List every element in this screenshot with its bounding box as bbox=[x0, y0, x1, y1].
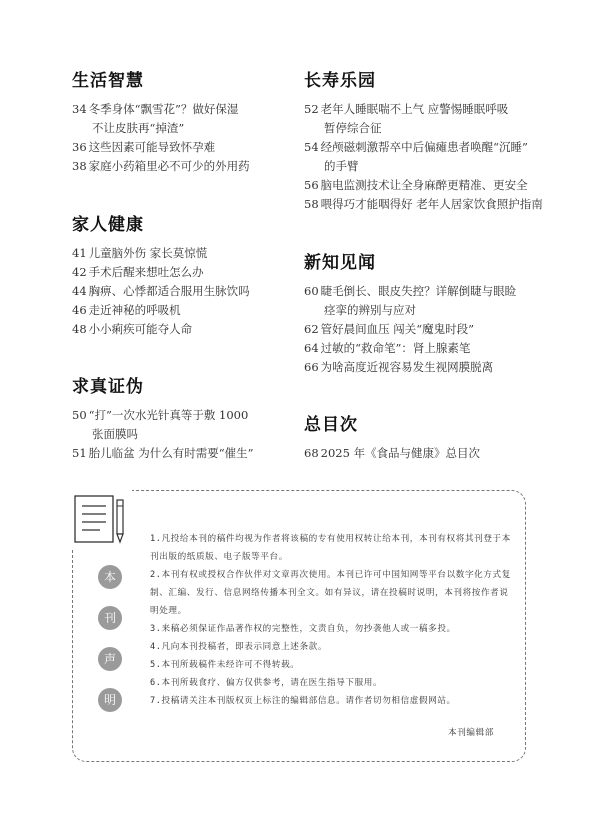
article-title: 老年人睡眠喘不上气 应警惕睡眠呼吸 bbox=[320, 102, 509, 116]
section-title: 生活智慧 bbox=[72, 71, 144, 91]
page-number: 36 bbox=[72, 140, 87, 154]
section-life-wisdom bbox=[72, 70, 297, 176]
notice-badges bbox=[98, 565, 132, 729]
page-number: 44 bbox=[72, 284, 87, 298]
toc-item[interactable] bbox=[304, 100, 550, 138]
article-title: 冬季身体“飘雪花”？做好保湿 bbox=[88, 102, 239, 116]
page-number: 62 bbox=[304, 322, 319, 336]
toc-item[interactable] bbox=[72, 320, 297, 339]
article-title: 儿童脑外伤 家长莫惊慌 bbox=[88, 246, 208, 260]
section-title: 长寿乐园 bbox=[304, 71, 376, 91]
page-number: 54 bbox=[304, 140, 319, 154]
toc-item[interactable] bbox=[72, 282, 297, 301]
toc-item[interactable] bbox=[304, 358, 550, 377]
toc-item[interactable] bbox=[72, 444, 297, 463]
toc-item[interactable] bbox=[304, 195, 550, 214]
article-title: 2025 年《食品与健康》总目次 bbox=[320, 446, 481, 460]
page-number: 46 bbox=[72, 303, 87, 317]
article-title-cont: 不让皮肤再“掉渣” bbox=[92, 121, 185, 135]
notice-item: 5.本刊所载稿件未经许可不得转载。 bbox=[150, 660, 300, 670]
page-number: 68 bbox=[304, 446, 319, 460]
article-title: 喂得巧才能咽得好 老年人居家饮食照护指南 bbox=[320, 197, 543, 211]
notice-item: 4.凡向本刊投稿者，即表示同意上述条款。 bbox=[150, 642, 328, 652]
section-title: 家人健康 bbox=[72, 215, 144, 235]
article-title: 手术后醒来想吐怎么办 bbox=[88, 265, 204, 279]
article-title: 过敏的“救命笔”：肾上腺素笔 bbox=[320, 341, 471, 355]
article-title: 走近神秘的呼吸机 bbox=[88, 303, 181, 317]
notice-item: 2.本刊有权或授权合作伙伴对文章再次使用。本刊已许可中国知网等平台以数字化方式复制、汇编、发行、信息网络传播本刊全文。如有异议，请在投稿时说明，本刊将按作者说明处理。 bbox=[150, 570, 511, 616]
page-number: 64 bbox=[304, 341, 319, 355]
page-number: 51 bbox=[72, 446, 87, 460]
toc-item[interactable] bbox=[304, 339, 550, 358]
notice-badge: 本 bbox=[98, 565, 122, 589]
page-number: 66 bbox=[304, 360, 319, 374]
page-number: 41 bbox=[72, 246, 87, 260]
notice-badge: 声 bbox=[98, 647, 122, 671]
toc-item[interactable] bbox=[72, 244, 297, 263]
notice-item: 6.本刊所载食疗、偏方仅供参考，请在医生指导下服用。 bbox=[150, 678, 383, 688]
page-number: 42 bbox=[72, 265, 87, 279]
document-pen-icon bbox=[72, 490, 132, 550]
section-title: 新知见闻 bbox=[304, 253, 376, 273]
article-title: 经颅磁刺激帮卒中后偏瘫患者唤醒“沉睡” bbox=[320, 140, 528, 154]
toc-item[interactable] bbox=[72, 406, 297, 444]
notice-item: 3.来稿必须保证作品著作权的完整性，文责自负，勿抄袭他人或一稿多投。 bbox=[150, 624, 456, 634]
article-title-cont: 暂停综合征 bbox=[324, 121, 382, 135]
article-title: 脑电监测技术让全身麻醉更精准、更安全 bbox=[320, 178, 528, 192]
section-family-health bbox=[72, 214, 297, 339]
section-annual-index bbox=[304, 414, 550, 463]
page-number: 50 bbox=[72, 408, 87, 422]
page-number: 48 bbox=[72, 322, 87, 336]
toc-item[interactable] bbox=[72, 138, 297, 157]
toc-item[interactable] bbox=[304, 138, 550, 176]
notice-text bbox=[150, 530, 512, 710]
section-longevity bbox=[304, 70, 550, 214]
toc-item[interactable] bbox=[304, 282, 550, 320]
article-title: 为啥高度近视容易发生视网膜脱离 bbox=[320, 360, 494, 374]
section-new-knowledge bbox=[304, 252, 550, 377]
article-title: 胸痹、心悸都适合服用生脉饮吗 bbox=[88, 284, 250, 298]
toc-item[interactable] bbox=[304, 176, 550, 195]
article-title: 家庭小药箱里必不可少的外用药 bbox=[88, 159, 250, 173]
page-number: 38 bbox=[72, 159, 87, 173]
article-title: 管好晨间血压 闯关“魔鬼时段” bbox=[320, 322, 475, 336]
article-title: 胎儿临盆 为什么有时需要“催生” bbox=[88, 446, 254, 460]
article-title: “打”一次水光针真等于敷 1000 bbox=[88, 408, 249, 422]
article-title: 小小痢疾可能夺人命 bbox=[88, 322, 193, 336]
editorial-signature: 本刊编辑部 bbox=[448, 728, 494, 738]
toc-item[interactable] bbox=[72, 157, 297, 176]
page-number: 56 bbox=[304, 178, 319, 192]
toc-item[interactable] bbox=[304, 444, 550, 463]
toc-item[interactable] bbox=[72, 100, 297, 138]
notice-item: 1.凡投给本刊的稿件均视为作者将该稿的专有使用权转让给本刊，本刊有权将其刊登于本刊出版的纸质版、电子版等平台。 bbox=[150, 534, 511, 562]
notice-badge: 明 bbox=[98, 688, 122, 712]
article-title: 睫毛倒长、眼皮失控？详解倒睫与眼睑 bbox=[320, 284, 517, 298]
section-fact-check bbox=[72, 376, 297, 463]
page-number: 58 bbox=[304, 197, 319, 211]
article-title-cont: 的手臂 bbox=[324, 159, 359, 173]
notice-item: 7.投稿请关注本刊版权页上标注的编辑部信息。请作者切勿相信虚假网站。 bbox=[150, 696, 456, 706]
page-number: 34 bbox=[72, 102, 87, 116]
toc-item[interactable] bbox=[72, 263, 297, 282]
article-title-cont: 痉挛的辨别与应对 bbox=[324, 303, 416, 317]
article-title-cont: 张面膜吗 bbox=[92, 427, 138, 441]
section-title: 总目次 bbox=[304, 415, 358, 435]
notice-badge: 刊 bbox=[98, 606, 122, 630]
article-title: 这些因素可能导致怀孕难 bbox=[88, 140, 216, 154]
toc-item[interactable] bbox=[72, 301, 297, 320]
section-title: 求真证伪 bbox=[72, 377, 144, 397]
page-number: 52 bbox=[304, 102, 319, 116]
toc-item[interactable] bbox=[304, 320, 550, 339]
page-number: 60 bbox=[304, 284, 319, 298]
